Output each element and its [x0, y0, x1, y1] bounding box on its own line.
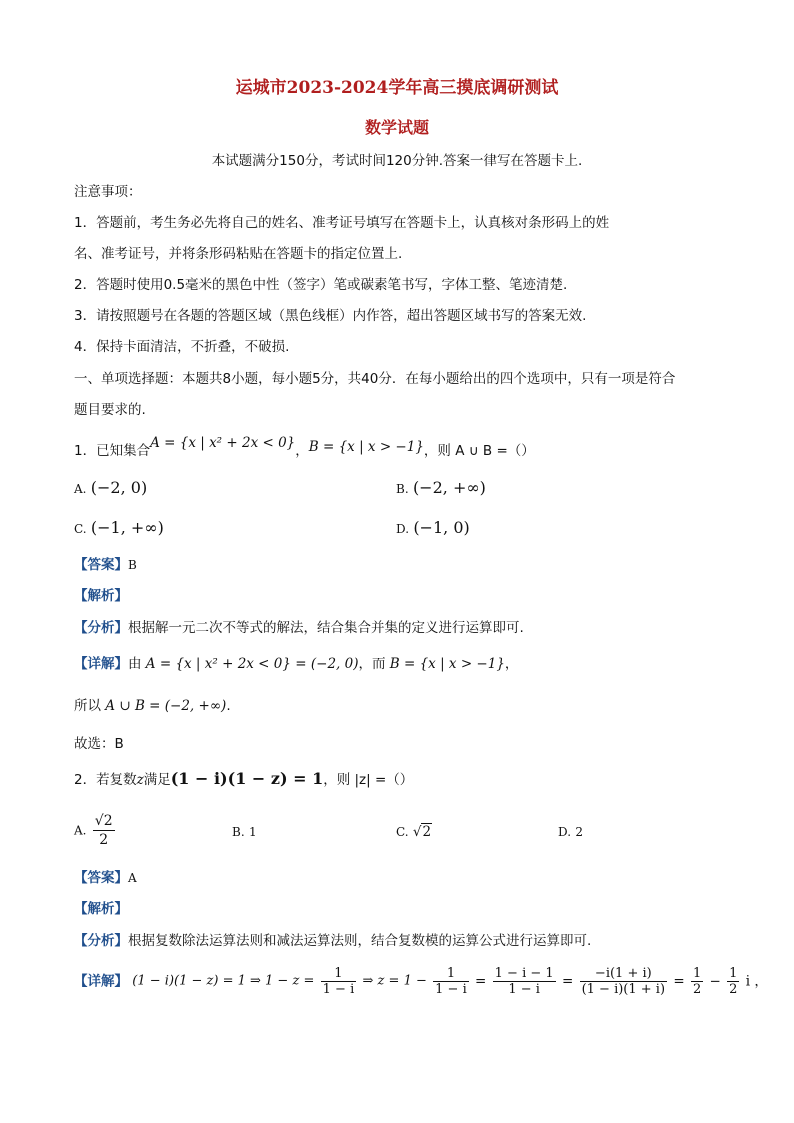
- q1-fenxi-tag: 【分析】: [74, 620, 128, 636]
- notice-item-2: 2．答题时使用0.5毫米的黑色中性（签字）笔或碳素笔书写，字体工整、笔迹清楚.: [74, 277, 568, 293]
- q2-fraction-6-den: 2: [729, 982, 738, 997]
- q2-fraction-2-num: 1: [433, 966, 469, 982]
- q1-option-b[interactable]: [396, 479, 486, 498]
- q1-fenxi: [74, 619, 524, 637]
- q2-option-b[interactable]: [232, 823, 257, 841]
- q2-eq-part-1: (1 − i)(1 − z) = 1 ⇒ 1 − z =: [132, 973, 315, 989]
- q2-eq-equals-2: =: [561, 973, 574, 990]
- q1-option-c-value: (−1, +∞): [90, 518, 164, 537]
- q2-option-b-label: B.: [232, 825, 245, 839]
- question-2-mid: 满足: [143, 772, 171, 788]
- question-1-stem: [74, 435, 535, 460]
- q1-suoyi-text: 所以: [74, 698, 101, 714]
- q2-answer-value: A: [128, 871, 137, 885]
- q2-fraction-2: [433, 966, 469, 997]
- q1-xiangjie-end: ，: [504, 656, 519, 672]
- q2-fraction-6-num: 1: [729, 966, 738, 981]
- q1-conclusion: [74, 697, 231, 715]
- q2-fraction-4-den: (1 − i)(1 + i): [581, 982, 666, 997]
- q1-option-d-value: (−1, 0): [413, 518, 470, 537]
- question-2-suffix: ，则 |z| =（）: [323, 772, 414, 788]
- q2-analysis-tag: 【解析】: [74, 901, 128, 917]
- question-1-set-a: A = {x | x² + 2x < 0}: [150, 435, 296, 451]
- q2-option-a-denominator: 2: [99, 832, 109, 848]
- notice-item-1-line-2: 名、准考证号，并将条形码粘贴在答题卡的指定位置上.: [74, 246, 403, 262]
- q1-option-a-label: A.: [74, 482, 87, 496]
- q2-fraction-5-den: 2: [692, 982, 702, 997]
- q2-option-d-value: 2: [575, 825, 583, 839]
- q2-eq-minus: −: [709, 973, 721, 990]
- q1-option-c[interactable]: [74, 519, 164, 538]
- q2-option-c-radicand: 2: [422, 824, 432, 840]
- sqrt-icon: √: [412, 824, 422, 840]
- q2-option-a-label: A.: [74, 823, 87, 838]
- notice-item-3: 3．请按照题号在各题的答题区域（黑色线框）内作答，超出答题区域书写的答案无效.: [74, 308, 587, 324]
- q2-eq-equals-3: =: [673, 973, 685, 990]
- q2-option-c[interactable]: [396, 823, 432, 841]
- question-1-set-b: B = {x | x > −1}: [308, 439, 424, 455]
- q2-fraction-5: [691, 966, 703, 997]
- q1-suoyi-end: .: [226, 698, 231, 714]
- q2-option-c-label: C.: [396, 825, 409, 839]
- q1-xiangjie: [74, 655, 518, 673]
- q1-xiangjie-expr-b: B = {x | x > −1}: [389, 656, 505, 672]
- q2-eq-end: i ，: [745, 973, 768, 990]
- q2-fraction-1: [321, 966, 357, 997]
- exam-intro: 本试题满分150分，考试时间120分钟.答案一律写在答题卡上.: [211, 153, 583, 169]
- section-1-line-1: 一、单项选择题：本题共8小题，每小题5分，共40分．在每小题给出的四个选项中，只有一项是符合: [74, 371, 676, 387]
- q2-fraction-4-num: −i(1 + i): [580, 966, 667, 982]
- q2-answer: [74, 869, 137, 887]
- q2-option-c-sqrt: [413, 823, 432, 841]
- q1-option-d-label: D.: [396, 522, 410, 536]
- q2-fraction-3-den: 1 − i: [508, 982, 540, 997]
- q2-fraction-6: [727, 966, 739, 997]
- q1-final-choice: 故选：B: [74, 736, 124, 752]
- q1-xiangjie-tag: 【详解】: [74, 656, 128, 672]
- q2-fenxi: [74, 932, 591, 950]
- q1-answer-tag: 【答案】: [74, 557, 128, 573]
- q2-fraction-2-den: 1 − i: [435, 982, 467, 997]
- q1-option-b-label: B.: [396, 482, 409, 496]
- q2-option-a-numerator: √2: [94, 813, 113, 829]
- q1-xiangjie-you: 由: [128, 656, 142, 672]
- exam-title: 运城市2023-2024学年高三摸底调研测试: [235, 78, 559, 98]
- q1-option-d[interactable]: [396, 519, 470, 538]
- notice-item-4: 4．保持卡面清洁，不折叠，不破损.: [74, 339, 290, 355]
- question-1-prefix: 1．已知集合: [74, 443, 151, 459]
- q2-xiangjie: [74, 966, 768, 997]
- question-2-condition: (1 − i)(1 − z) = 1: [170, 769, 324, 788]
- q2-fraction-3-num: 1 − i − 1: [494, 966, 554, 981]
- q2-eq-equals-1: =: [475, 973, 487, 990]
- question-1-suffix: ，则 A ∪ B =（）: [423, 443, 535, 459]
- notice-item-1-line-1: 1．答题前，考生务必先将自己的姓名、准考证号填写在答题卡上，认真核对条形码上的姓: [74, 215, 610, 231]
- q1-analysis-tag: 【解析】: [74, 588, 128, 604]
- question-2-var: z: [136, 772, 144, 788]
- question-1-comma: ，: [295, 443, 309, 459]
- q1-fenxi-text: 根据解一元二次不等式的解法，结合集合并集的定义进行运算即可.: [128, 620, 524, 636]
- q1-answer: [74, 556, 137, 574]
- q2-fraction-3: [493, 966, 556, 997]
- q1-answer-value: B: [128, 558, 137, 572]
- q1-xiangjie-er: ，而: [358, 656, 386, 672]
- q2-option-d-label: D.: [558, 825, 572, 839]
- exam-subtitle: 数学试题: [364, 118, 429, 137]
- section-1-line-2: 题目要求的.: [74, 402, 146, 418]
- q1-option-c-label: C.: [74, 522, 87, 536]
- q2-answer-tag: 【答案】: [74, 870, 128, 886]
- q2-fenxi-text: 根据复数除法运算法则和减法运算法则，结合复数模的运算公式进行运算即可.: [128, 933, 592, 949]
- q2-option-a[interactable]: [74, 812, 117, 849]
- q2-xiangjie-tag: 【详解】: [74, 973, 128, 990]
- q2-fraction-1-den: 1 − i: [322, 982, 355, 997]
- q2-eq-part-2: ⇒ z = 1 −: [362, 973, 427, 989]
- question-2-stem: [74, 770, 413, 789]
- q1-option-a-value: (−2, 0): [90, 478, 148, 497]
- q2-fraction-5-num: 1: [692, 966, 702, 981]
- q1-option-b-value: (−2, +∞): [412, 478, 486, 497]
- q1-suoyi-expr: A ∪ B = (−2, +∞): [105, 698, 227, 714]
- notice-heading: 注意事项：: [74, 184, 142, 200]
- question-2-prefix: 2．若复数: [74, 772, 137, 788]
- q2-fraction-4: [580, 966, 667, 997]
- q2-option-d[interactable]: [558, 823, 583, 841]
- q2-option-b-value: 1: [248, 825, 257, 839]
- q1-option-a[interactable]: [74, 479, 147, 498]
- q2-fenxi-tag: 【分析】: [74, 933, 128, 949]
- q2-option-a-fraction: [93, 812, 115, 849]
- q1-xiangjie-expr-a: A = {x | x² + 2x < 0} = (−2, 0): [145, 656, 359, 672]
- q2-fraction-1-num: 1: [321, 966, 357, 982]
